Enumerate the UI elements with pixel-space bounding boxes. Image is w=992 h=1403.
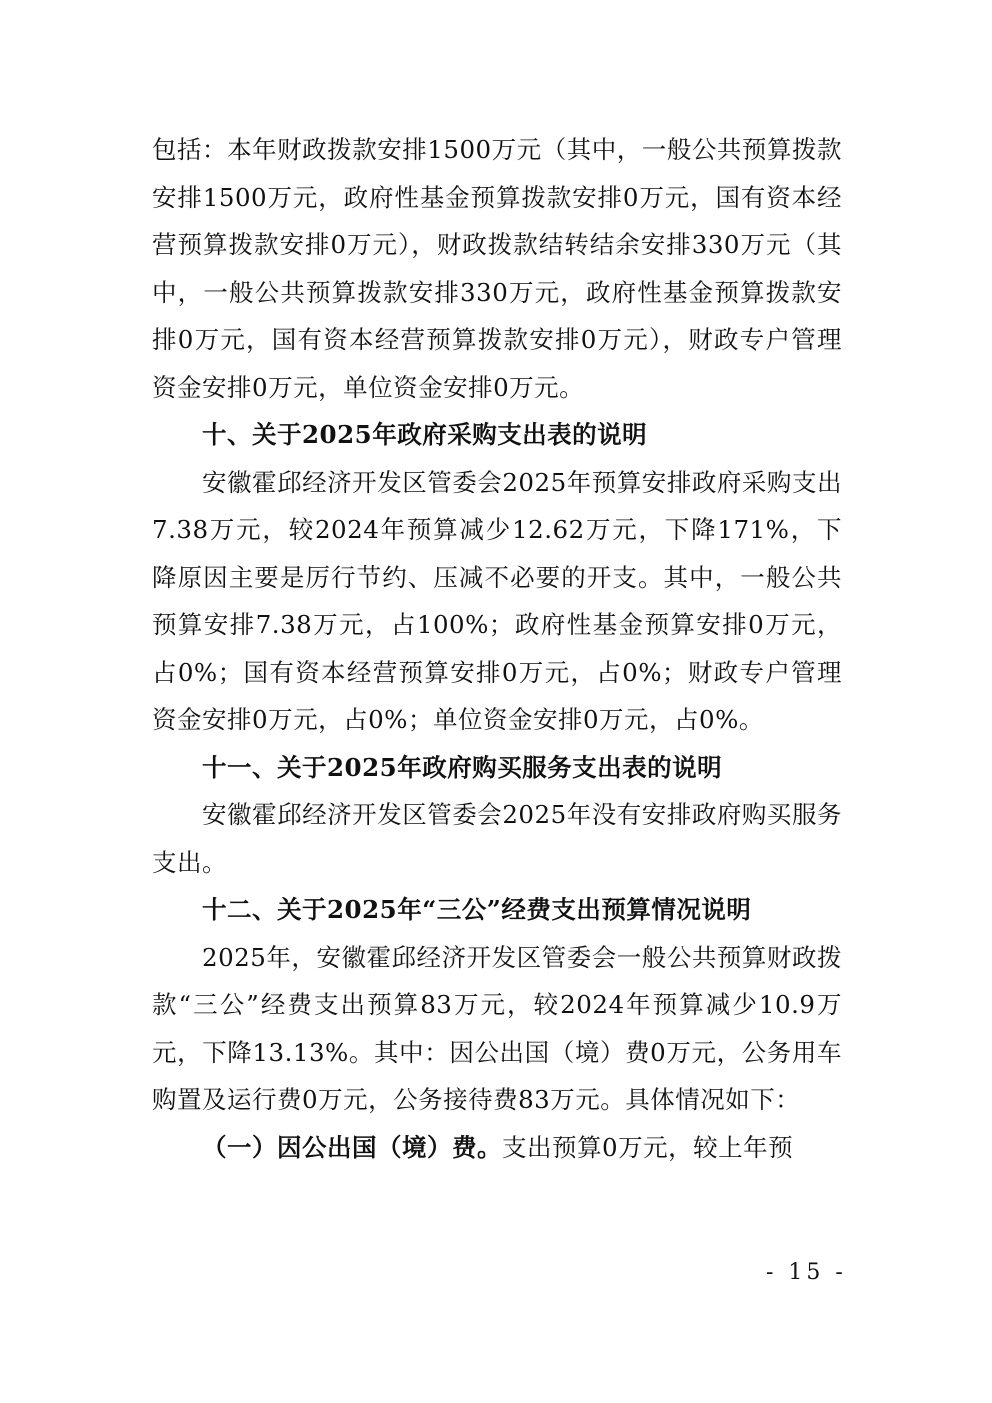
paragraph-procurement: 安徽霍邱经济开发区管委会2025年预算安排政府采购支出7.38万元，较2024年预算减少12.62万元，下降171%，下降原因主要是厉行节约、压减不必要的开支。其中，一般公共预算安排7.38万元，占100%；政府性基金预算安排0万元，占0%；国有资本经营预算安排0万元，占0%；财政专户管理资金安排0万元，占0%；单位资金安排0万元，占0%。 [152,467,842,734]
subheading-overseas-travel: （一）因公出国（境）费。 [202,1132,502,1162]
paragraph-service-purchase: 安徽霍邱经济开发区管委会2025年没有安排政府购买服务支出。 [152,800,842,877]
paragraph-three-public-expenses: 2025年，安徽霍邱经济开发区管委会一般公共预算财政拨款“三公”经费支出预算83万元，较2024年预算减少10.9万元，下降13.13%。其中：因公出国（境）费0万元，公务用车购置及运行费0万元，公务接待费83万元。具体情况如下： [152,942,842,1114]
paragraph-funding-sources: 包括：本年财政拨款安排1500万元（其中，一般公共预算拨款安排1500万元，政府性基金预算拨款安排0万元，国有资本经营预算拨款安排0万元），财政拨款结转结余安排330万元（其中，一般公共预算拨款安排330万元，政府性基金预算拨款安排0万元，国有资本经营预算拨款安排0万元），财政专户管理资金安排0万元，单位资金安排0万元。 [152,135,842,402]
document-body [152,126,842,1171]
paragraph-overseas-travel [152,1124,842,1172]
section-heading-12: 十二、关于2025年“三公”经费支出预算情况说明 [202,895,752,924]
overseas-travel-text: 支出预算0万元，较上年预 [502,1132,794,1162]
section-heading-11: 十一、关于2025年政府购买服务支出表的说明 [202,752,723,782]
page-number: - 15 - [766,1260,847,1285]
section-heading-10: 十、关于2025年政府采购支出表的说明 [202,420,648,449]
